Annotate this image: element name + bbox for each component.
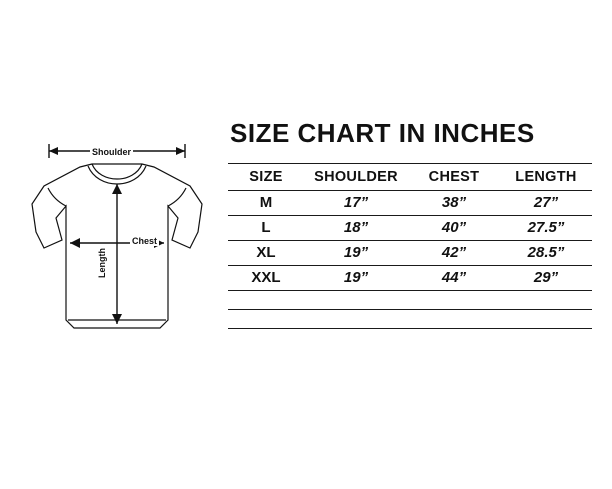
table-row [228, 191, 592, 216]
cell-shoulder: 19” [304, 241, 408, 266]
table-row [228, 241, 592, 266]
cell-length: 27.5” [500, 216, 592, 241]
column-header-size: SIZE [228, 164, 304, 191]
cell-chest: 40” [408, 216, 500, 241]
cell-length: 27” [500, 191, 592, 216]
table-row [228, 216, 592, 241]
cell-length: 29” [500, 266, 592, 291]
size-chart [228, 118, 592, 329]
cell-shoulder: 17” [304, 191, 408, 216]
column-header-shoulder: SHOULDER [304, 164, 408, 191]
cell-length: 28.5” [500, 241, 592, 266]
shoulder-label: Shoulder [92, 147, 132, 157]
table-blank-row [228, 310, 592, 329]
column-header-chest: CHEST [408, 164, 500, 191]
cell-size: L [228, 216, 304, 241]
table-row [228, 266, 592, 291]
table-blank-row [228, 291, 592, 310]
cell-size: XXL [228, 266, 304, 291]
chest-label: Chest [132, 236, 158, 246]
table-header-row [228, 164, 592, 191]
cell-chest: 42” [408, 241, 500, 266]
cell-shoulder: 18” [304, 216, 408, 241]
t-shirt-measurement-diagram [22, 140, 212, 350]
size-chart-table [228, 163, 592, 329]
cell-chest: 44” [408, 266, 500, 291]
length-label: Length [97, 248, 107, 278]
column-header-length: LENGTH [500, 164, 592, 191]
cell-shoulder: 19” [304, 266, 408, 291]
cell-chest: 38” [408, 191, 500, 216]
cell-size: M [228, 191, 304, 216]
cell-size: XL [228, 241, 304, 266]
chart-title: SIZE CHART IN INCHES [230, 118, 535, 148]
